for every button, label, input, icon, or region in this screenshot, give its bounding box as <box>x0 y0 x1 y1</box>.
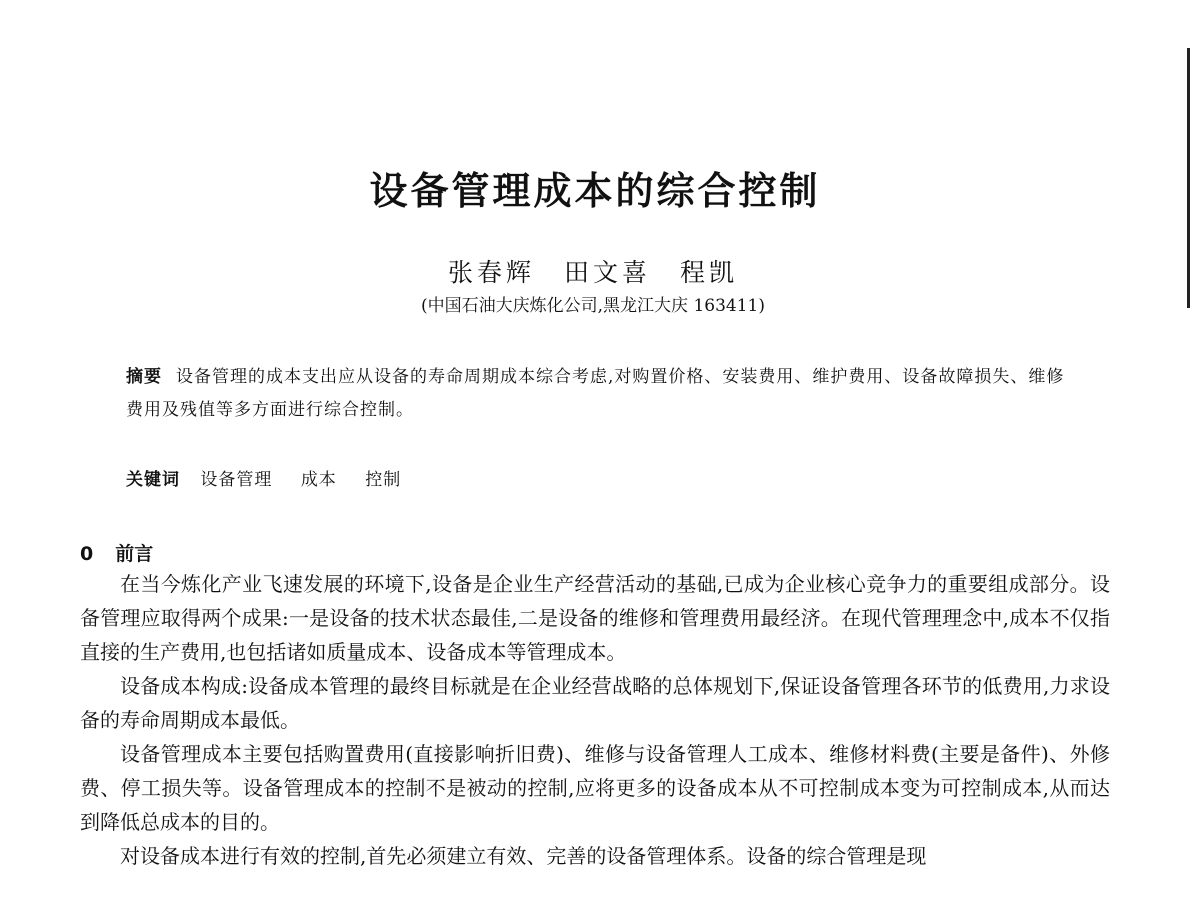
author-affiliation: (中国石油大庆炼化公司,黑龙江大庆 163411) <box>421 296 765 316</box>
body-paragraph: 设备管理成本主要包括购置费用(直接影响折旧费)、维修与设备管理人工成本、维修材料费(主要是备件)、外修费、停工损失等。设备管理成本的控制不是被动的控制,应将更多的设备成本从不可控制成本变为可控制成本,从而达到降低总成本的目的。 <box>80 742 1110 834</box>
section-body <box>80 567 1110 873</box>
abstract-text: 设备管理的成本支出应从设备的寿命周期成本综合考虑,对购置价格、安装费用、维护费用、设备故障损失、维修费用及残值等多方面进行综合控制。 <box>126 367 1065 420</box>
keyword-item: 成本 <box>300 470 337 490</box>
keywords-label: 关键词 <box>126 470 180 490</box>
body-paragraph: 设备成本构成:设备成本管理的最终目标就是在企业经营战略的总体规划下,保证设备管理各环节的低费用,力求设备的寿命周期成本最低。 <box>80 674 1110 732</box>
section-title: 前言 <box>115 543 154 565</box>
keyword-item: 设备管理 <box>200 470 273 490</box>
keywords-block <box>126 465 1076 490</box>
body-paragraph: 在当今炼化产业飞速发展的环境下,设备是企业生产经营活动的基础,已成为企业核心竞争力的重要组成部分。设备管理应取得两个成果:一是设备的技术状态最佳,二是设备的维修和管理费用最经济。在现代管理理念中,成本不仅指直接的生产费用,也包括诸如质量成本、设备成本等管理成本。 <box>80 572 1110 664</box>
body-paragraph: 对设备成本进行有效的控制,首先必须建立有效、完善的设备管理体系。设备的综合管理是现 <box>120 844 927 868</box>
article-title: 设备管理成本的综合控制 <box>369 169 821 213</box>
keyword-item: 控制 <box>365 470 402 490</box>
abstract-block <box>126 361 1076 427</box>
article-authors: 张春辉 田文喜 程凯 <box>447 258 738 287</box>
abstract-label: 摘要 <box>126 367 162 387</box>
section-number: 0 <box>80 543 94 565</box>
section-heading <box>80 539 153 566</box>
